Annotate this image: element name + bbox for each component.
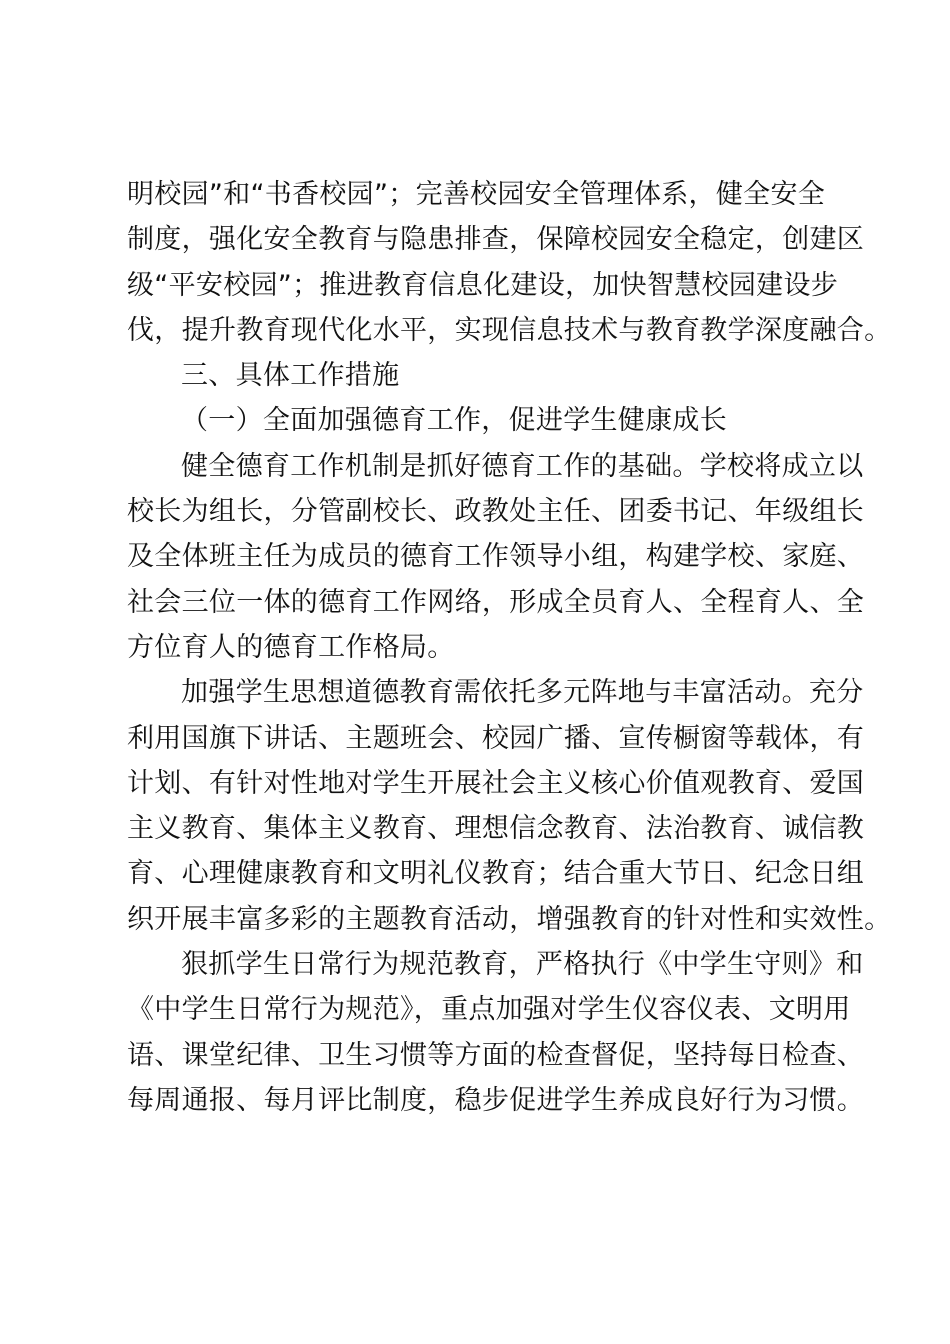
body-text-line: 方位育人的德育工作格局。 [127,631,455,663]
section-heading: 三、具体工作措施 [181,360,400,392]
paragraph-first-line: 健全德育工作机制是抓好德育工作的基础。学校将成立以 [181,450,864,482]
body-text-line: 级“平安校园”；推进教育信息化建设，加快智慧校园建设步 [127,269,839,301]
document-body [127,172,892,1123]
body-text-line: 利用国旗下讲话、主题班会、校园广播、宣传橱窗等载体，有 [127,722,865,754]
body-text-line: 《中学生日常行为规范》，重点加强对学生仪容仪表、文明用 [127,994,851,1026]
body-text-line: 明校园”和“书香校园”；完善校园安全管理体系，健全安全 [127,179,826,210]
subsection-heading: （一）全面加强德育工作，促进学生健康成长 [181,405,727,437]
body-text-line: 主义教育、集体主义教育、理想信念教育、法治教育、诚信教 [127,813,865,845]
body-text-line: 制度，强化安全教育与隐患排查，保障校园安全稳定，创建区 [127,224,865,256]
body-text-line: 校长为组长，分管副校长、政教处主任、团委书记、年级组长 [127,496,865,528]
body-text-line: 语、课堂纪律、卫生习惯等方面的检查督促，坚持每日检查、 [127,1039,865,1071]
body-text-line: 育、心理健康教育和文明礼仪教育；结合重大节日、纪念日组 [127,858,865,890]
body-text-line: 计划、有针对性地对学生开展社会主义核心价值观教育、爱国 [127,767,865,799]
body-text-line: 及全体班主任为成员的德育工作领导小组，构建学校、家庭、 [127,541,865,573]
body-text-line: 伐，提升教育现代化水平，实现信息技术与教育教学深度融合。 [127,314,892,346]
body-text-line: 社会三位一体的德育工作网络，形成全员育人、全程育人、全 [127,586,865,618]
body-text-line: 织开展丰富多彩的主题教育活动，增强教育的针对性和实效性。 [127,903,892,935]
paragraph-first-line: 狠抓学生日常行为规范教育，严格执行《中学生守则》和 [181,949,864,981]
body-text-line: 每周通报、每月评比制度，稳步促进学生养成良好行为习惯。 [127,1084,865,1116]
paragraph-first-line: 加强学生思想道德教育需依托多元阵地与丰富活动。充分 [181,677,864,709]
